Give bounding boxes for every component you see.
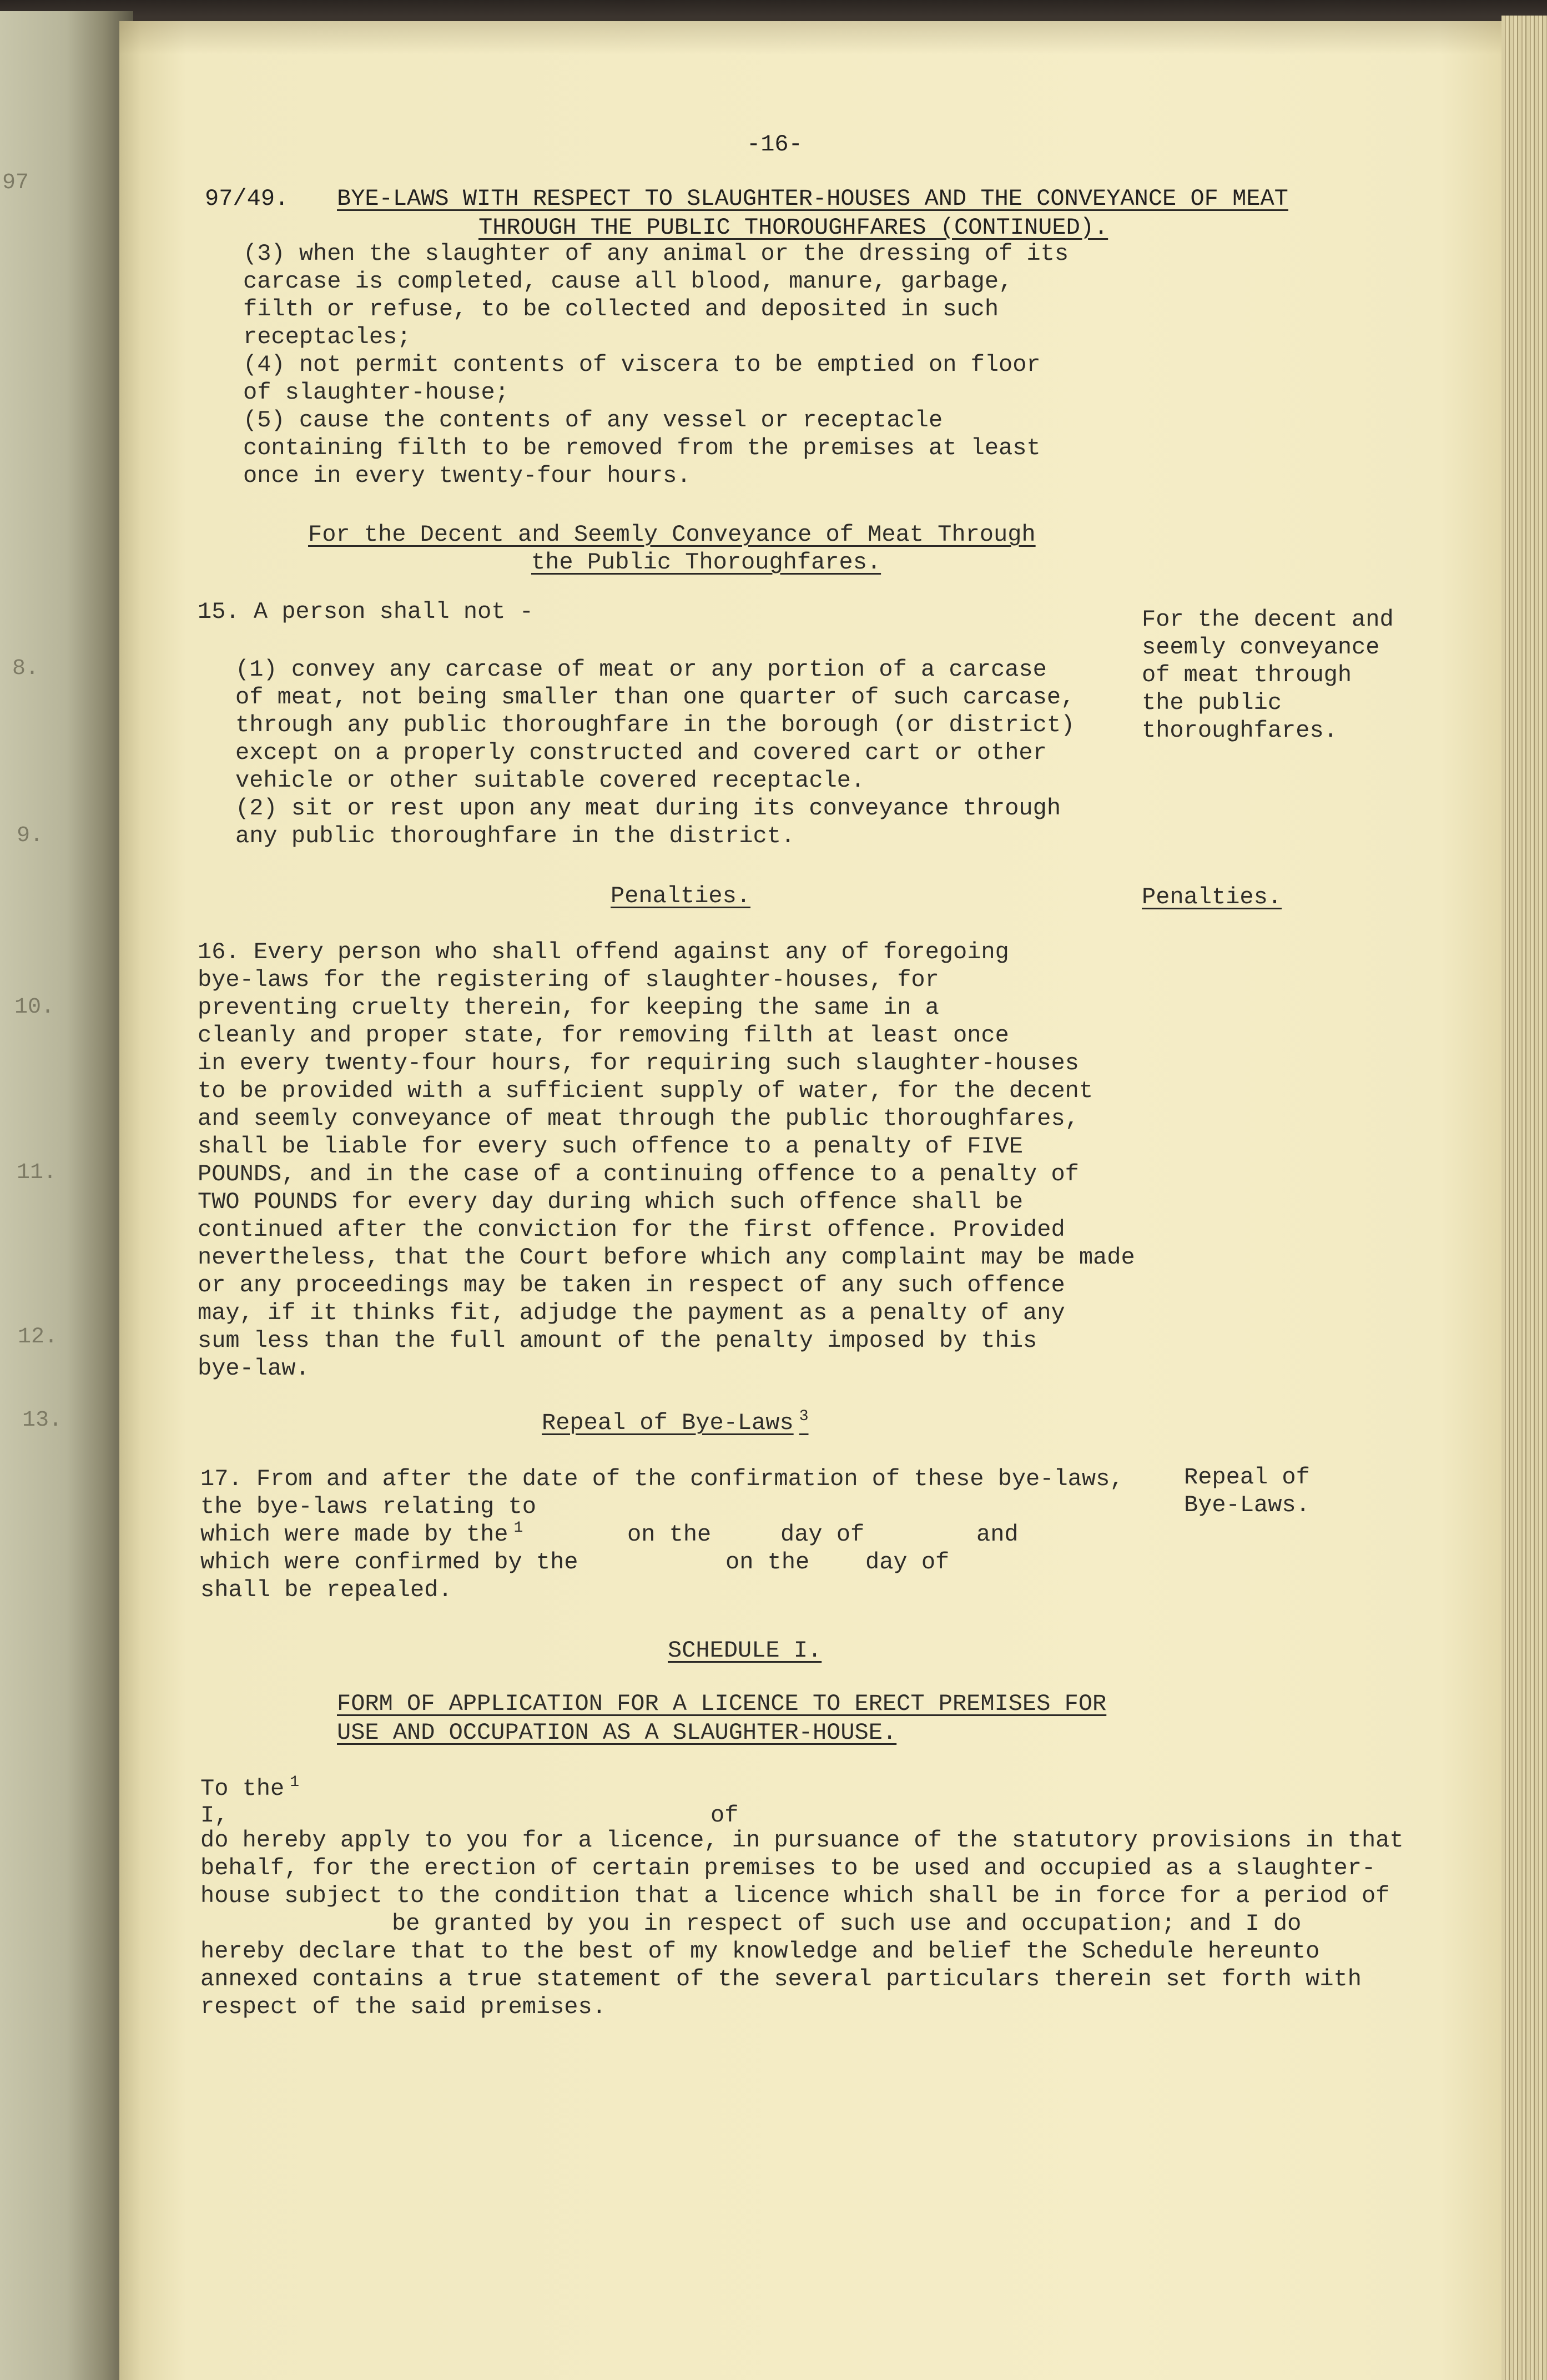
paragraph-line: and seemly conveyance of meat through the public thoroughfares, [198, 1105, 1079, 1132]
form-line: be granted by you in respect of such use and occupation; and I do [392, 1910, 1302, 1937]
paragraph-line: cleanly and proper state, for removing filth at least once [198, 1022, 1009, 1049]
document-title-line: THROUGH THE PUBLIC THOROUGHFARES (CONTINUED). [478, 214, 1108, 241]
clause-line: filth or refuse, to be collected and deposited in such [243, 296, 999, 323]
paragraph-line: or any proceedings may be taken in respect of any such offence [198, 1272, 1065, 1299]
blank-field-label: day of [865, 1549, 950, 1576]
clause-line: of slaughter-house; [243, 379, 509, 406]
margin-note-line: Bye-Laws. [1184, 1492, 1310, 1518]
facing-page-fragment: 13. [22, 1408, 63, 1433]
facing-page-fragment: 10. [14, 995, 55, 1020]
footnote-marker: 1 [513, 1519, 523, 1537]
clause-line: (2) sit or rest upon any meat during its conveyance through [235, 795, 1061, 822]
paragraph-line: may, if it thinks fit, adjudge the payment as a penalty of any [198, 1300, 1065, 1326]
margin-note-line: seemly conveyance [1142, 634, 1380, 661]
clause-line: once in every twenty-four hours. [243, 462, 691, 489]
paragraph-line: sum less than the full amount of the penalty imposed by this [198, 1327, 1037, 1354]
paragraph-line: preventing cruelty therein, for keeping the same in a [198, 994, 939, 1021]
section-heading-line: For the Decent and Seemly Conveyance of Meat Through [308, 521, 1036, 548]
paragraph-line: shall be repealed. [200, 1577, 452, 1603]
footnote-marker: 3 [799, 1408, 809, 1425]
document-reference: 97/49. [205, 185, 289, 212]
clause-line: except on a properly constructed and covered cart or other [235, 739, 1047, 766]
blank-field-label: day of [780, 1521, 865, 1548]
paragraph-line: POUNDS, and in the case of a continuing offence to a penalty of [198, 1161, 1079, 1188]
clause-line: (3) when the slaughter of any animal or the dressing of its [243, 240, 1069, 267]
margin-note-line: For the decent and [1142, 606, 1394, 633]
form-body [200, 1826, 1404, 2021]
form-applicant: I, [200, 1802, 229, 1829]
form-line: do hereby apply to you for a licence, in pursuance of the statutory provisions in that [200, 1827, 1404, 1854]
margin-note-repeal [1184, 1463, 1310, 1519]
blank-field-label: on the [627, 1521, 712, 1548]
addressee-text: To the [200, 1775, 285, 1802]
section-heading: Penalties. [611, 883, 751, 909]
blank-field-label: on the [725, 1549, 810, 1576]
paragraph-line: bye-law. [198, 1355, 310, 1382]
facing-page-fragment: 97 [2, 170, 29, 195]
margin-note-line: Repeal of [1184, 1464, 1310, 1491]
paragraph-line: shall be liable for every such offence to a penalty of FIVE [198, 1133, 1024, 1160]
facing-page-fragment: 11. [17, 1160, 57, 1185]
footnote-marker: 1 [290, 1774, 300, 1791]
paragraph-text: which were made by the [200, 1521, 508, 1548]
section-heading-text: Repeal of Bye-Laws [542, 1410, 794, 1436]
paragraph-line: continued after the conviction for the first offence. Provided [198, 1216, 1065, 1243]
paragraph-line: 17. From and after the date of the confirmation of these bye-laws, [200, 1466, 1124, 1492]
facing-page-edge [0, 11, 133, 2380]
form-line: annexed contains a true statement of the several particulars therein set forth with [200, 1966, 1362, 1992]
margin-note-line: the public [1142, 690, 1282, 716]
form-line: behalf, for the erection of certain premises to be used and occupied as a slaughter- [200, 1855, 1376, 1881]
paragraph-line: bye-laws for the registering of slaughter-houses, for [198, 967, 939, 993]
clause-line: vehicle or other suitable covered receptacle. [235, 767, 865, 794]
paragraph-line: the bye-laws relating to [200, 1493, 536, 1520]
clause-line: any public thoroughfare in the district. [235, 823, 795, 849]
clause-line: containing filth to be removed from the premises at least [243, 435, 1041, 461]
form-title-line: USE AND OCCUPATION AS A SLAUGHTER-HOUSE. [337, 1719, 897, 1746]
continued-clauses [243, 240, 1069, 490]
blank-field-label: and [976, 1521, 1019, 1548]
clause-line: carcase is completed, cause all blood, manure, garbage, [243, 268, 1013, 295]
page-stack-edge [1501, 16, 1547, 2380]
paragraph-line: which were confirmed by the [200, 1549, 578, 1576]
page-number: -16- [747, 131, 803, 158]
facing-page-fragment: 9. [17, 823, 44, 848]
clause-line: receptacles; [243, 324, 411, 350]
form-line: respect of the said premises. [200, 1994, 606, 2020]
clause-line: (5) cause the contents of any vessel or receptacle [243, 407, 943, 434]
facing-page-fragment: 12. [18, 1325, 58, 1350]
clause-15-body [235, 656, 1075, 850]
clause-line: (4) not permit contents of viscera to be emptied on floor [243, 351, 1041, 378]
clause-line: of meat, not being smaller than one quarter of such carcase, [235, 684, 1075, 711]
form-applicant-of: of [710, 1802, 739, 1829]
document-title-line: BYE-LAWS WITH RESPECT TO SLAUGHTER-HOUSES AND THE CONVEYANCE OF MEAT [337, 185, 1288, 212]
clause-15-intro: 15. A person shall not - [198, 598, 533, 625]
paragraph-line: TWO POUNDS for every day during which such offence shall be [198, 1189, 1024, 1215]
section-heading-line: the Public Thoroughfares. [531, 549, 881, 576]
form-line: hereby declare that to the best of my knowledge and belief the Schedule hereunto [200, 1938, 1320, 1965]
margin-note-conveyance [1142, 606, 1394, 744]
clause-line: (1) convey any carcase of meat or any portion of a carcase [235, 656, 1047, 683]
schedule-title: SCHEDULE I. [668, 1637, 822, 1664]
form-title-line: FORM OF APPLICATION FOR A LICENCE TO ERECT PREMISES FOR [337, 1690, 1107, 1717]
paragraph-line: 16. Every person who shall offend against any of foregoing [198, 939, 1009, 965]
facing-page-fragment: 8. [12, 656, 39, 681]
paragraph-line: in every twenty-four hours, for requiring such slaughter-houses [198, 1050, 1079, 1076]
margin-note-line: of meat through [1142, 662, 1352, 688]
margin-note-penalties: Penalties. [1142, 884, 1282, 910]
paragraph-line [200, 1521, 523, 1551]
form-addressee [200, 1775, 299, 1805]
clause-16-body [198, 938, 1135, 1382]
paragraph-line: nevertheless, that the Court before which any complaint may be made [198, 1244, 1135, 1271]
paragraph-line: to be provided with a sufficient supply of water, for the decent [198, 1078, 1094, 1104]
margin-note-line: thoroughfares. [1142, 717, 1338, 744]
clause-line: through any public thoroughfare in the borough (or district) [235, 712, 1075, 738]
form-line: house subject to the condition that a licence which shall be in force for a period of [200, 1883, 1390, 1909]
section-heading [542, 1409, 809, 1440]
